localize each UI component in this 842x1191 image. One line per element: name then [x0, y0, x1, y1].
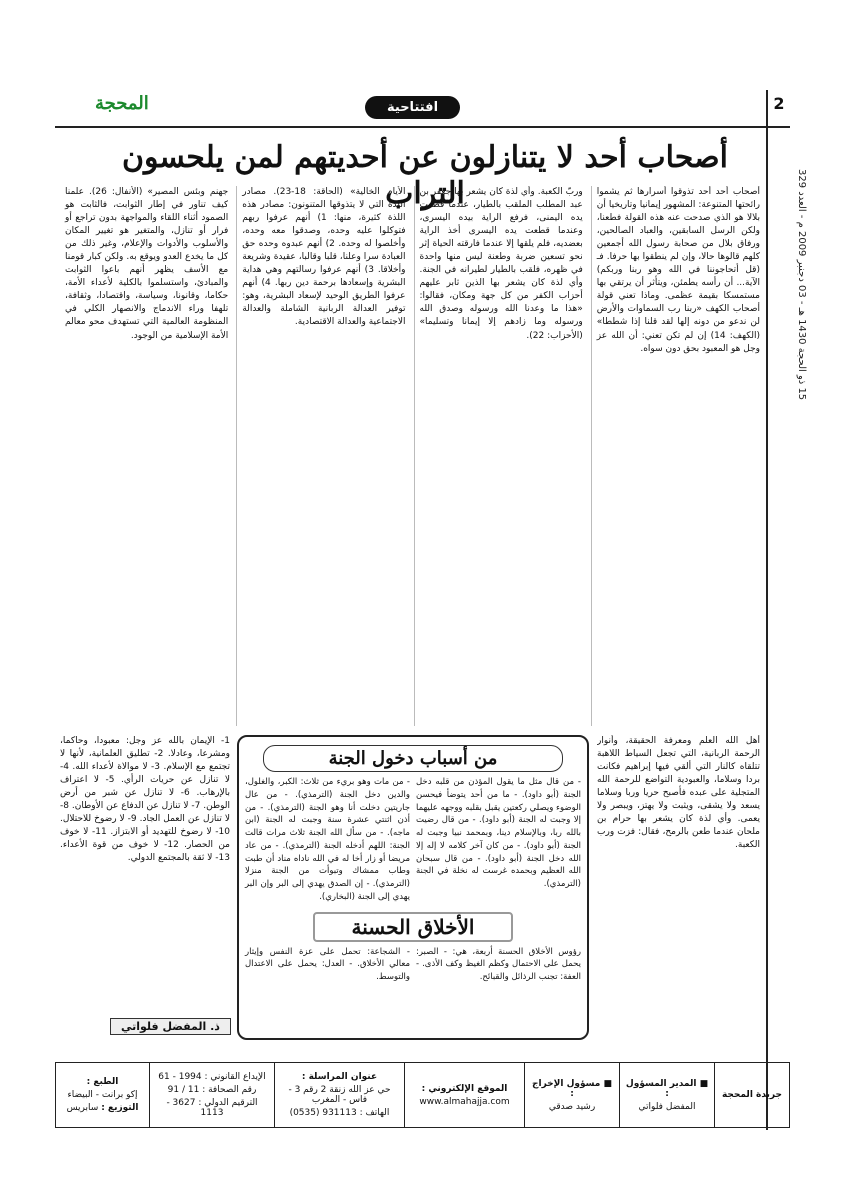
box-column: - الشجاعة: تحمل على عزة النفس وإيثار معالي الأخلاق. - العدل: يحمل على الاعتدال والتوسط.	[245, 946, 410, 982]
section-label: افتتاحية	[365, 96, 460, 119]
website-link[interactable]: www.almahajja.com	[419, 1096, 510, 1107]
distribution-label: التوزيع :	[101, 1103, 139, 1113]
box-column: رؤوس الأخلاق الحسنة أربعة، هي: - الصبر: يحمل على الاحتمال وكظم الغيظ وكف الأذى. - العفة: تجنب الرذائل والقبائح.	[416, 946, 581, 982]
akhlaq-columns	[245, 946, 581, 984]
director-name: المفضل فلواتي	[638, 1101, 696, 1112]
footer-title-cell	[714, 1063, 789, 1127]
print-label: الطبع :	[86, 1077, 119, 1087]
box-column: - من مات وهو بريء من ثلاث: الكبر، والغلول، والدين دخل الجنة (الترمذي). - من عال جاريتين دخلت أنا وهو الجنة (الترمذي). - من أذن اثنتي عشرة سنة وجبت له الجنة (ابن ماجه). - من سأل الله الجنة ثلاث مرات قالت الجنة: اللهم أدخله الجنة (الترمذي). - من عاد مريضا أو زار أخا له في الله ناداه مناد أن طبت وطاب ممشاك وتبوأت من الجنة منزلا (الترمذي). - إن الصدق يهدي إلى البر وإن البر يهدي إلى الجنة (البخاري).	[245, 777, 410, 902]
phone: الهاتف : 931113 (0535)	[289, 1108, 390, 1118]
article-column: وربّ الكعبة. وأي لذة كان يشعر بها جعفر بن عبد المطلب الملقب بالطيار، عندما قطعت يده اليمنى، فرفع الراية بيده اليسرى، وعندما قطعت يده اليسرى أخذ الراية بعضديه، فلم يلقها إلا عندما فارقته الحياة إثر نحو تسعين ضربة وطعنة ليس منها واحدة في ظهره، فلقب بالطيار لطيرانه في الجنة. وأي لذة كان يشعر بها الذين ثابر عليهم أحزاب الكفر من كل جهة ومكان، فقالوا: «هذا ما وعدنا الله ورسوله وصدق الله ورسوله وما زادهم إلا إيمانا وتسليما» (الأحزاب: 22).	[414, 186, 583, 726]
article-column: أصحاب أحد أحد تذوقوا أسرارها ثم يشموا رائحتها المتنوعة: المشهور إيمانيا وتاريخيا أن بلالا هو الذي صدحت عنه هذه القولة فطعنا، ولكن الرسل السابقين، والعباد الصالحين، ورفاق بلال من صحابة رسول الله أجمعين كلهم قالوها حالا، وإن لم ينطقوا بها حرفا. فـ (قل أتحاجوننا في الله وهو ربنا وربكم) الآية... أن رأسه يطمئن، ويتأثر أن يرتقي بها مستمسكا بقيمة عظمى. وماذا تعني قولة أصحاب الكهف «ربنا رب السماوات والأرض لن ندعو من دونه إلها لقد قلنا إذا شططا» (الكهف: 14) إن لم تكن تعني: أن الله عز وجل هو المعبود بحق دون سواه.	[591, 186, 760, 726]
legal-deposit: الإيداع القانوني : 1994 - 61	[158, 1072, 266, 1082]
article-column-lower-right: أهل الله العلم ومعرفة الحقيقة، وأنوار الرحمة الربانية، التي تجعل السياط اللاهبة تتلقاه كالنار التي ألقي فيها إبراهيم فكانت بردا وسلاما، والعبودية التواضع للرحمة الله المتجلية على عبده فأصبح حريا وربا وسلاما يسعد ولا يشقى، ويثبت ولا يهتز، ويبصر ولا يعمى. وأي لذة كان يشعر بها حرام بن ملحان عندما طعن بالرمح، فقال: فزت ورب الكعبة.	[597, 736, 760, 851]
page-header	[55, 90, 790, 128]
distributor: سابريس	[66, 1103, 99, 1113]
page-number: 2	[773, 94, 785, 113]
editor-label: ■ مسؤول الإخراج :	[532, 1078, 612, 1099]
director-label: ■ المدير المسؤول :	[625, 1078, 709, 1099]
website-label: الموقع الإلكتروني :	[421, 1083, 508, 1094]
brand-logo: المحجة	[95, 93, 149, 114]
footer-title: جريدة المحجة	[721, 1090, 783, 1100]
address-label: عنوان المراسلة :	[301, 1072, 378, 1082]
issn: الترقيم الدولي : 3627 - 1113	[166, 1098, 258, 1118]
footer-address-cell	[274, 1063, 404, 1127]
editor-name: رشيد صدقي	[548, 1101, 596, 1112]
article-column: الأيام الخالية» (الحاقة: 18-23). مصادر اللذة التي لا يتذوقها المتنونون: مصادر هذه اللذة كثيرة، منها: 1) أنهم عرفوا ربهم فتوكلوا عليه وحده، وصدقوا معه وحده، وأخلصوا له وحده. 2) أنهم عبدوه وحده حق العبادة سرا وعلنا، قلبا وقالبا، عقيدة وشريعة وأخلاقا. 3) أنهم عرفوا رسالتهم وهي هداية البشرية وإسعادها برحمة دين ربها. 4) أنهم عرفوا الطريق الوحيد لإسعاد البشرية، وهو: توفير العدالة الربانية الشاملة والعدالة الاجتماعية والعدالة الاقتصادية.	[236, 186, 405, 726]
article-column: جهنم وبئس المصير» (الأنفال: 26). علمنا كيف تناور في إطار الثوابت، فالثابت هو الصمود أثناء اللقاء والمواجهة بدون تراجع أو فرار أو تنازل، والمتغير هو تغيير المكان والأسلوب والأدوات والإعلام، وغير ذلك من كل ما يخدع العدو ويوقع به. ولكن كبار قومنا مع الأسف يظهر أنهم باعوا الثوابت والمبادئ، واستسلموا بالكلية لأعداء الأمة، حكاما، وقانونا، وسياسة، واقتصادا، وثقافة، تلهفا وراء الاندماج والانصهار الكلي في المنظومة العالمية التي تستهدف محو معالم الأمة الإسلامية من الوجود.	[65, 187, 229, 341]
footer-director-cell	[619, 1063, 714, 1127]
headline: أصحاب أحد لا يتنازلون عن أحديتهم لمن يلحسون التراب	[122, 140, 728, 211]
article-column-lower-left: 1- الإيمان بالله عز وجل: معبودا، وحاكما، ومشرعا، وعادلا. 2- تطليق العلمانية، لأنها لا تجتمع مع الإسلام. 3- لا موالاة لأعداء الله. 4- لا تنازل عن حريات الرأي. 5- لا اعتراف بالإرهاب. 6- لا تنازل عن شبر من أرض الوطن. 7- لا تنازل عن الدفاع عن الأوطان. 8- لا تنازل عن العمل الجاد. 9- لا رضوخ للاحتلال. 10- لا رضوخ للتهديد أو الابتزاز. 11- لا خوف من الحصار. 12- لا خوف من قوة الأعداء. 13- لا ثقة بالمجتمع الدولي.	[60, 736, 230, 864]
author-signature: ذ. المفضل فلواتي	[110, 1018, 231, 1035]
box-title: من أسباب دخول الجنة	[263, 745, 563, 772]
box-columns	[245, 776, 581, 904]
address: حي عز الله زنقة 2 رقم 3 - فاس - المغرب	[288, 1085, 391, 1105]
issue-info: 15 ذو الحجة 1430 هـ - 03 دجنبر 2009 م - العدد 329	[796, 168, 807, 400]
akhlaq-title: الأخلاق الحسنة	[313, 912, 513, 942]
footer-print-cell	[56, 1063, 149, 1127]
vertical-divider	[766, 90, 768, 1130]
footer-website-cell	[404, 1063, 524, 1127]
article-columns	[60, 186, 760, 726]
box-column: - من قال مثل ما يقول المؤذن من قلبه دخل الجنة (أبو داود). - ما من أحد يتوضأ فيحسن الوضوء ويصلي ركعتين يقبل بقلبه ووجهه عليهما إلا وجبت له الجنة (أبو داود). - من قال رضيت بالله ربا، وبالإسلام دينا، وبمحمد نبيا وجبت له الجنة (أبو داود). - من كان آخر كلامه لا إله إلا الله دخل الجنة (أبو داود). - من قال سبحان الله العظيم وبحمده غرست له نخلة في الجنة (الترمذي).	[416, 777, 581, 889]
masthead-footer	[55, 1062, 790, 1128]
printer: إكو برانت - البيضاء	[67, 1090, 138, 1100]
footer-legal-cell	[149, 1063, 274, 1127]
footer-editor-cell	[524, 1063, 619, 1127]
journal-number: رقم الصحافة : 11 / 91	[167, 1085, 257, 1095]
hadith-box	[237, 735, 589, 1040]
